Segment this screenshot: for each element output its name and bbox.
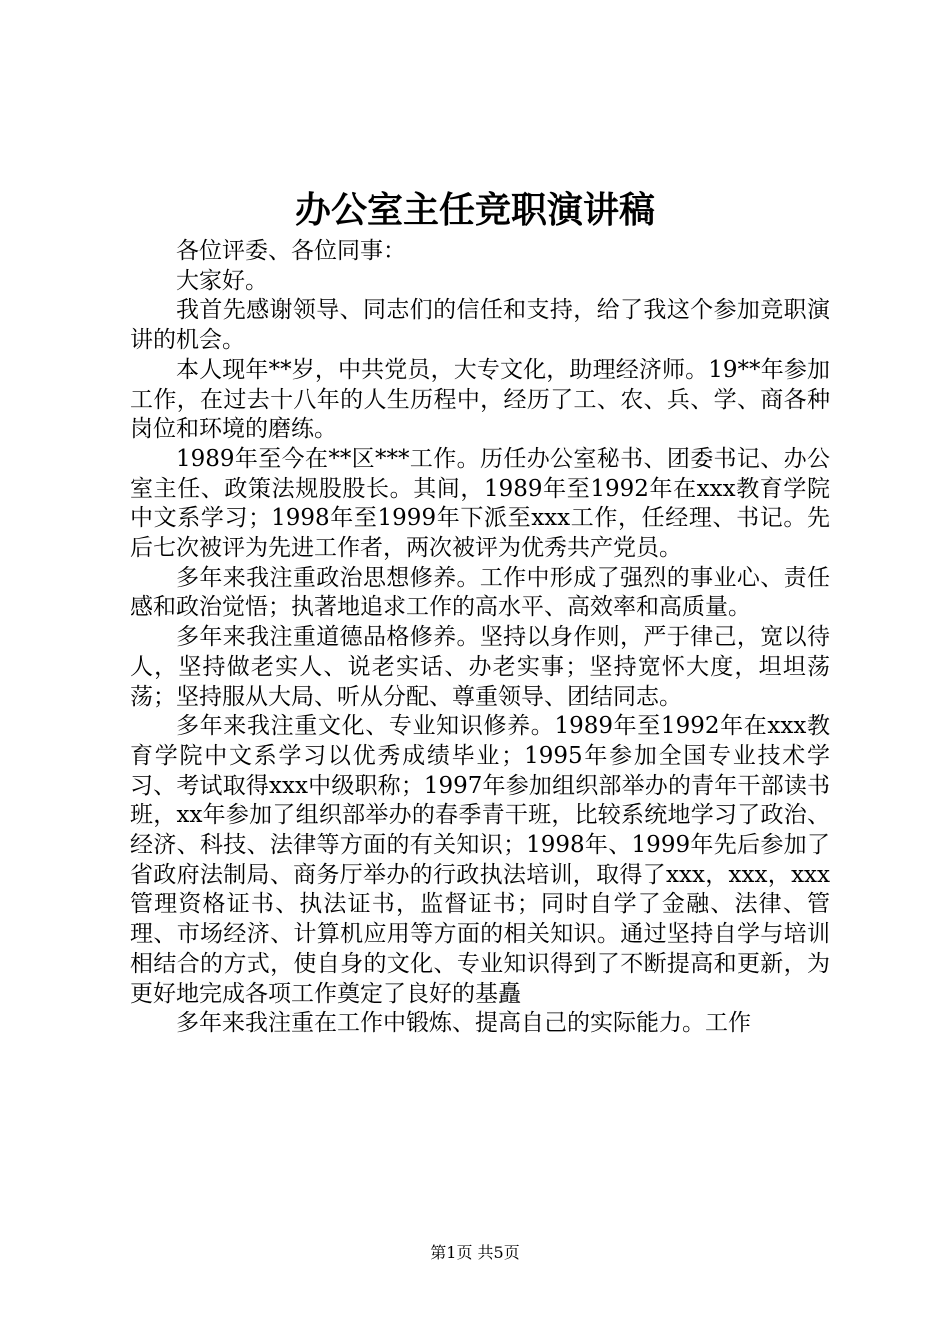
paragraph-ability: 多年来我注重在工作中锻炼、提高自己的实际能力。工作 <box>176 1010 751 1037</box>
document-body <box>130 237 830 1039</box>
page-title: 办公室主任竞职演讲稿 <box>294 189 655 231</box>
page-footer: 第1页 共5页 <box>430 1243 520 1262</box>
paragraph-knowledge: 多年来我注重文化、专业知识修养。1989年至1992年在xxx教育学院中文系学习以优秀成绩毕业；1995年参加全国专业技术学习、考试取得xxx中级职称；1997年参加组织部举办的青年干部读书班，xx年参加了组织部举办的春季青干班，比较系统地学习了政治、经济、科技、法律等方面的有关知识；1998年、1999年先后参加了省政府法制局、商务厅举办的行政执法培训，取得了xxx，xxx，xxx管理资格证书、执法证书，监督证书；同时自学了金融、法律、管理、市场经济、计算机应用等方面的相关知识。通过坚持自学与培训相结合的方式，使自身的文化、专业知识得到了不断提高和更新，为更好地完成各项工作奠定了良好的基矗 <box>130 713 830 1007</box>
paragraph-political: 多年来我注重政治思想修养。工作中形成了强烈的事业心、责任感和政治觉悟；执著地追求工作的高水平、高效率和高质量。 <box>130 564 830 621</box>
paragraph-work-history: 1989年至今在**区***工作。历任办公室秘书、团委书记、办公室主任、政策法规股股长。其间，1989年至1992年在xxx教育学院中文系学习；1998年至1999年下派至xxx工作，任经理、书记。先后七次被评为先进工作者，两次被评为优秀共产党员。 <box>130 445 830 562</box>
paragraph-thanks: 我首先感谢领导、同志们的信任和支持，给了我这个参加竞职演讲的机会。 <box>130 297 830 354</box>
paragraph-self-intro: 本人现年**岁，中共党员，大专文化，助理经济师。19**年参加工作，在过去十八年的人生历程中，经历了工、农、兵、学、商各种岗位和环境的磨练。 <box>130 356 830 443</box>
paragraph-salutation: 各位评委、各位同事： <box>176 238 406 264</box>
paragraph-greeting: 大家好。 <box>176 267 268 294</box>
paragraph-moral: 多年来我注重道德品格修养。坚持以身作则，严于律己，宽以待人，坚持做老实人、说老实话、办老实事；坚持宽怀大度，坦坦荡荡；坚持服从大局、听从分配、尊重领导、团结同志。 <box>130 624 830 710</box>
